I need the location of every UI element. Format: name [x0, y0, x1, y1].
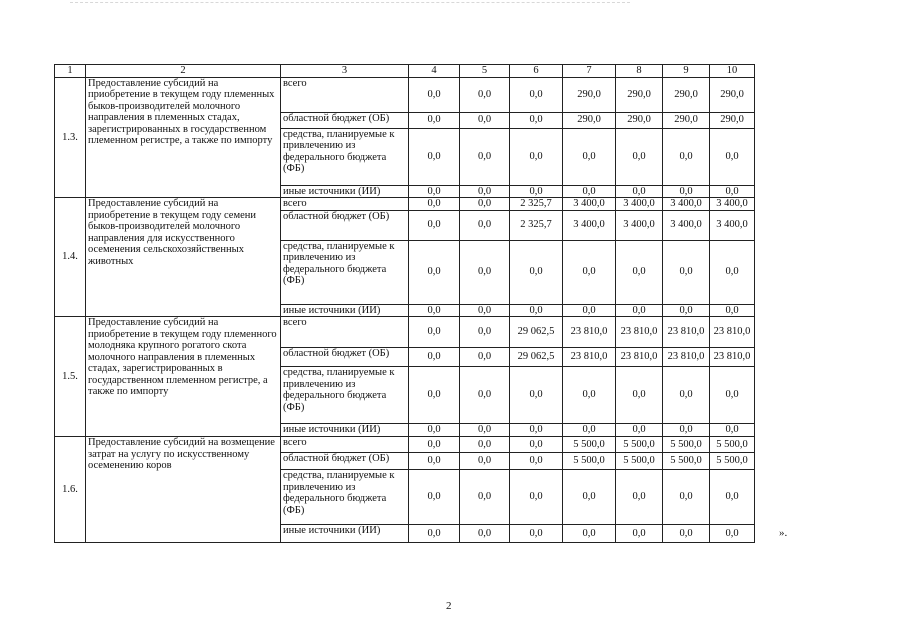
value-cell: 0,0 — [460, 128, 510, 185]
value-cell: 0,0 — [563, 367, 616, 424]
value-cell: 2 325,7 — [510, 210, 563, 240]
value-cell: 0,0 — [460, 525, 510, 543]
value-cell: 5 500,0 — [616, 437, 663, 453]
value-cell: 0,0 — [460, 470, 510, 525]
value-cell: 0,0 — [563, 525, 616, 543]
value-cell: 23 810,0 — [616, 317, 663, 348]
value-cell: 290,0 — [563, 112, 616, 128]
value-cell: 3 400,0 — [616, 198, 663, 211]
value-cell: 0,0 — [409, 198, 460, 211]
item-number: 1.4. — [55, 198, 86, 317]
value-cell: 0,0 — [710, 470, 755, 525]
table-row — [55, 437, 755, 453]
value-cell: 0,0 — [409, 367, 460, 424]
page-number: 2 — [446, 600, 452, 612]
value-cell: 290,0 — [663, 77, 710, 112]
value-cell: 0,0 — [460, 304, 510, 317]
value-cell: 290,0 — [710, 112, 755, 128]
funding-source: иные источники (ИИ) — [281, 185, 409, 198]
value-cell: 0,0 — [510, 77, 563, 112]
value-cell: 0,0 — [409, 317, 460, 348]
value-cell: 290,0 — [616, 112, 663, 128]
value-cell: 0,0 — [460, 317, 510, 348]
value-cell: 0,0 — [510, 453, 563, 470]
value-cell: 0,0 — [409, 470, 460, 525]
value-cell: 5 500,0 — [616, 453, 663, 470]
value-cell: 29 062,5 — [510, 348, 563, 367]
value-cell: 0,0 — [460, 240, 510, 304]
value-cell: 5 500,0 — [563, 437, 616, 453]
value-cell: 0,0 — [409, 437, 460, 453]
item-description: Предоставление субсидий на возмещение затрат на услугу по искусственному осеменению коров — [86, 437, 281, 543]
value-cell: 0,0 — [510, 185, 563, 198]
value-cell: 2 325,7 — [510, 198, 563, 211]
value-cell: 0,0 — [710, 128, 755, 185]
item-description: Предоставление субсидий на приобретение в текущем году семени быков-производителей молочного направления для искусственного осеменения сельскохозяйственных животных — [86, 198, 281, 317]
value-cell: 23 810,0 — [616, 348, 663, 367]
item-number: 1.6. — [55, 437, 86, 543]
value-cell: 0,0 — [409, 128, 460, 185]
table-body — [55, 65, 755, 543]
funding-source: областной бюджет (ОБ) — [281, 348, 409, 367]
item-description: Предоставление субсидий на приобретение в текущем году племенного молодняка крупного рогатого скота молочного направления в племенных стадах, зарегистрированных в государственном племенном регистре, а также по импорту — [86, 317, 281, 437]
value-cell: 0,0 — [409, 240, 460, 304]
value-cell: 0,0 — [460, 348, 510, 367]
value-cell: 0,0 — [616, 240, 663, 304]
value-cell: 0,0 — [460, 210, 510, 240]
value-cell: 0,0 — [460, 77, 510, 112]
header-cell: 6 — [510, 65, 563, 78]
value-cell: 0,0 — [510, 112, 563, 128]
value-cell: 0,0 — [409, 453, 460, 470]
value-cell: 290,0 — [663, 112, 710, 128]
table-row — [55, 198, 755, 211]
funding-source: средства, планируемые к привлечению из федерального бюджета (ФБ) — [281, 470, 409, 525]
funding-source: средства, планируемые к привлечению из федерального бюджета (ФБ) — [281, 240, 409, 304]
value-cell: 0,0 — [563, 128, 616, 185]
value-cell: 0,0 — [563, 304, 616, 317]
value-cell: 3 400,0 — [563, 210, 616, 240]
value-cell: 0,0 — [409, 348, 460, 367]
value-cell: 0,0 — [616, 424, 663, 437]
value-cell: 0,0 — [409, 112, 460, 128]
header-cell: 9 — [663, 65, 710, 78]
value-cell: 3 400,0 — [710, 198, 755, 211]
value-cell: 0,0 — [710, 185, 755, 198]
value-cell: 0,0 — [510, 525, 563, 543]
item-description: Предоставление субсидий на приобретение в текущем году племенных быков-производителей молочного направления в племенных стадах, зарегистрированных в государственном племенном регистре, а также по импорту — [86, 77, 281, 198]
value-cell: 290,0 — [563, 77, 616, 112]
header-cell: 10 — [710, 65, 755, 78]
value-cell: 3 400,0 — [710, 210, 755, 240]
funding-source: областной бюджет (ОБ) — [281, 210, 409, 240]
value-cell: 0,0 — [563, 240, 616, 304]
header-cell: 7 — [563, 65, 616, 78]
value-cell: 0,0 — [510, 367, 563, 424]
value-cell: 0,0 — [663, 185, 710, 198]
value-cell: 0,0 — [460, 112, 510, 128]
value-cell: 0,0 — [663, 304, 710, 317]
closing-quote: ». — [779, 527, 788, 539]
header-cell: 1 — [55, 65, 86, 78]
table-row — [55, 77, 755, 112]
value-cell: 5 500,0 — [710, 437, 755, 453]
header-row — [55, 65, 755, 78]
value-cell: 0,0 — [460, 437, 510, 453]
value-cell: 0,0 — [710, 367, 755, 424]
value-cell: 3 400,0 — [616, 210, 663, 240]
value-cell: 23 810,0 — [663, 317, 710, 348]
funding-source: областной бюджет (ОБ) — [281, 112, 409, 128]
value-cell: 0,0 — [409, 77, 460, 112]
funding-source: всего — [281, 317, 409, 348]
header-cell: 5 — [460, 65, 510, 78]
value-cell: 0,0 — [409, 525, 460, 543]
value-cell: 3 400,0 — [563, 198, 616, 211]
value-cell: 23 810,0 — [563, 348, 616, 367]
value-cell: 5 500,0 — [663, 453, 710, 470]
value-cell: 3 400,0 — [663, 210, 710, 240]
value-cell: 0,0 — [663, 424, 710, 437]
item-number: 1.5. — [55, 317, 86, 437]
funding-source: всего — [281, 437, 409, 453]
value-cell: 0,0 — [563, 470, 616, 525]
value-cell: 0,0 — [510, 424, 563, 437]
funding-source: средства, планируемые к привлечению из федерального бюджета (ФБ) — [281, 128, 409, 185]
value-cell: 5 500,0 — [663, 437, 710, 453]
header-cell: 2 — [86, 65, 281, 78]
value-cell: 0,0 — [563, 424, 616, 437]
value-cell: 0,0 — [510, 240, 563, 304]
value-cell: 0,0 — [409, 424, 460, 437]
value-cell: 0,0 — [460, 453, 510, 470]
funding-source: иные источники (ИИ) — [281, 424, 409, 437]
value-cell: 23 810,0 — [663, 348, 710, 367]
value-cell: 0,0 — [616, 128, 663, 185]
value-cell: 23 810,0 — [710, 348, 755, 367]
value-cell: 0,0 — [710, 525, 755, 543]
value-cell: 0,0 — [616, 367, 663, 424]
value-cell: 0,0 — [460, 424, 510, 437]
value-cell: 0,0 — [616, 470, 663, 525]
value-cell: 0,0 — [710, 240, 755, 304]
value-cell: 0,0 — [460, 198, 510, 211]
funding-source: областной бюджет (ОБ) — [281, 453, 409, 470]
value-cell: 0,0 — [663, 128, 710, 185]
budget-table — [54, 64, 755, 543]
value-cell: 23 810,0 — [563, 317, 616, 348]
value-cell: 5 500,0 — [563, 453, 616, 470]
value-cell: 23 810,0 — [710, 317, 755, 348]
header-cell: 8 — [616, 65, 663, 78]
value-cell: 0,0 — [409, 304, 460, 317]
funding-source: иные источники (ИИ) — [281, 525, 409, 543]
value-cell: 3 400,0 — [663, 198, 710, 211]
value-cell: 0,0 — [460, 367, 510, 424]
value-cell: 290,0 — [616, 77, 663, 112]
value-cell: 29 062,5 — [510, 317, 563, 348]
value-cell: 0,0 — [510, 128, 563, 185]
value-cell: 0,0 — [409, 185, 460, 198]
value-cell: 0,0 — [710, 424, 755, 437]
header-cell: 4 — [409, 65, 460, 78]
value-cell: 5 500,0 — [710, 453, 755, 470]
funding-source: иные источники (ИИ) — [281, 304, 409, 317]
value-cell: 0,0 — [710, 304, 755, 317]
value-cell: 0,0 — [663, 525, 710, 543]
value-cell: 0,0 — [616, 525, 663, 543]
value-cell: 0,0 — [663, 367, 710, 424]
item-number: 1.3. — [55, 77, 86, 198]
value-cell: 0,0 — [563, 185, 616, 198]
value-cell: 0,0 — [510, 437, 563, 453]
funding-source: всего — [281, 198, 409, 211]
value-cell: 0,0 — [460, 185, 510, 198]
funding-source: всего — [281, 77, 409, 112]
header-cell: 3 — [281, 65, 409, 78]
value-cell: 290,0 — [710, 77, 755, 112]
funding-source: средства, планируемые к привлечению из федерального бюджета (ФБ) — [281, 367, 409, 424]
table-row — [55, 317, 755, 348]
value-cell: 0,0 — [663, 470, 710, 525]
value-cell: 0,0 — [510, 470, 563, 525]
value-cell: 0,0 — [663, 240, 710, 304]
value-cell: 0,0 — [616, 304, 663, 317]
value-cell: 0,0 — [616, 185, 663, 198]
value-cell: 0,0 — [409, 210, 460, 240]
value-cell: 0,0 — [510, 304, 563, 317]
scan-artifact-top — [70, 2, 630, 7]
